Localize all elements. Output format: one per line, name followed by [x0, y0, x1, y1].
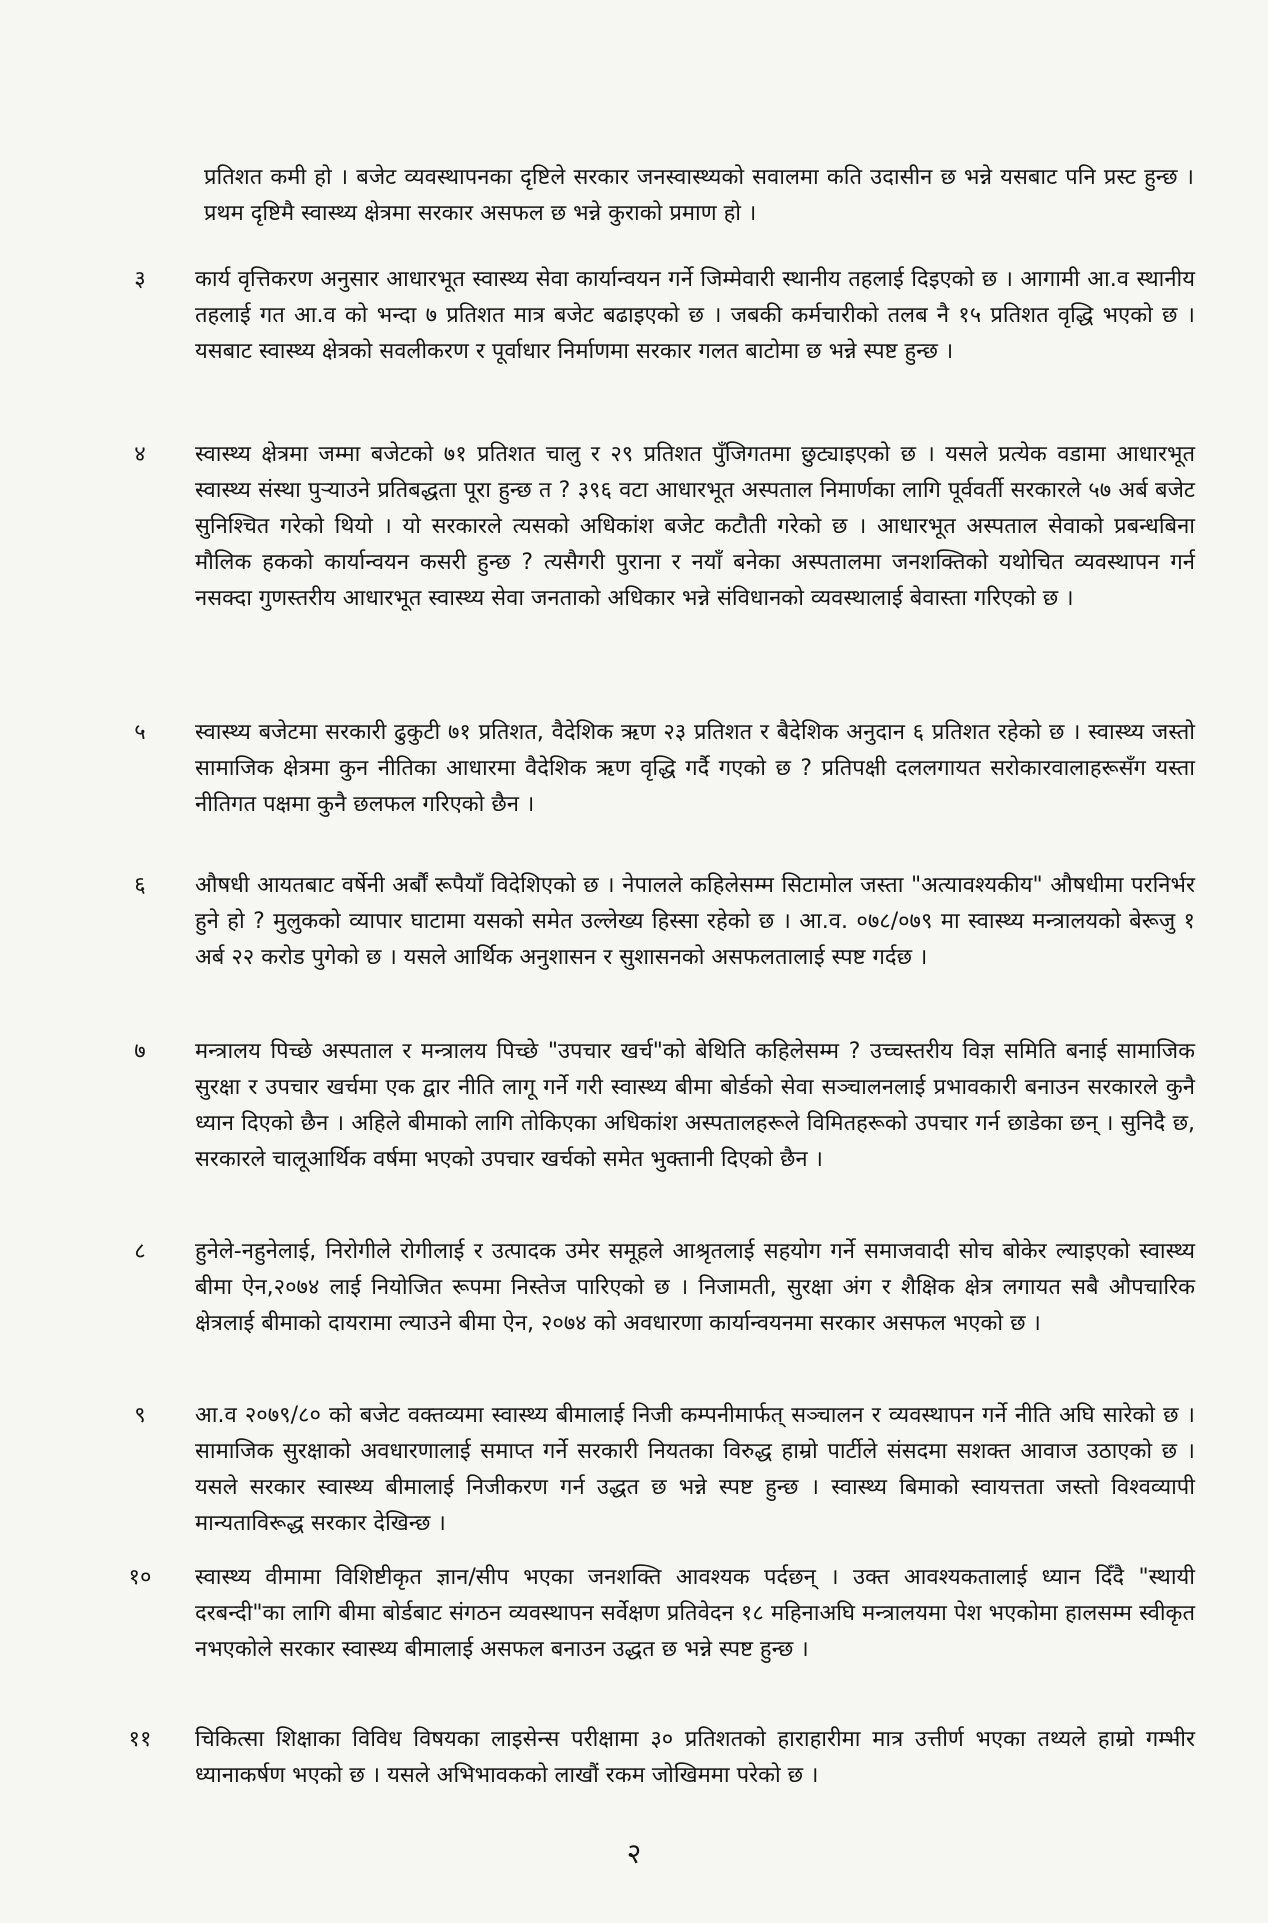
item-text: चिकित्सा शिक्षाका विविध विषयका लाइसेन्स परीक्षामा ३० प्रतिशतको हाराहारीमा मात्र उत्तीर्ण भएका तथ्यले हाम्रो गम्भीर ध्यानाकर्षण भएको छ । यसले अभिभावकको लाखौं रकम जोखिममा परेको छ । — [195, 1727, 1195, 1788]
item-number: ११ — [128, 1727, 152, 1752]
page-number: २ — [626, 1837, 642, 1870]
item-number: ८ — [134, 1239, 146, 1264]
item-text: स्वास्थ्य बजेटमा सरकारी ढुकुटी ७१ प्रतिशत, वैदेशिक ऋण २३ प्रतिशत र बैदेशिक अनुदान ६ प्रतिशत रहेको छ । स्वास्थ्य जस्तो सामाजिक क्षेत्रमा कुन नीतिका आधारमा वैदेशिक ऋण वृद्धि गर्दै गएको छ ? प्रतिपक्षी दललगायत सरोकारवालाहरूसँग यस्ता नीतिगत पक्षमा कुनै छलफल गरिएको छैन । — [195, 720, 1195, 817]
intro-paragraph: प्रतिशत कमी हो । बजेट व्यवस्थापनका दृष्टिले सरकार जनस्वास्थ्यको सवालमा कति उदासीन छ भन्ने यसबाट पनि प्रस्ट हुन्छ । प्रथम दृष्टिमै स्वास्थ्य क्षेत्रमा सरकार असफल छ भन्ने कुराको प्रमाण हो । — [204, 165, 1194, 226]
item-text: कार्य वृत्तिकरण अनुसार आधारभूत स्वास्थ्य सेवा कार्यान्वयन गर्ने जिम्मेवारी स्थानीय तहलाई दिइएको छ । आगामी आ.व स्थानीय तहलाई गत आ.व को भन्दा ७ प्रतिशत मात्र बजेट बढाइएको छ । जबकी कर्मचारीको तलब नै १५ प्रतिशत वृद्धि भएको छ । यसबाट स्वास्थ्य क्षेत्रको सवलीकरण र पूर्वाधार निर्माणमा सरकार गलत बाटोमा छ भन्ने स्पष्ट हुन्छ । — [195, 267, 1195, 364]
item-text: हुनेले-नहुनेलाई, निरोगीले रोगीलाई र उत्पादक उमेर समूहले आश्रृतलाई सहयोग गर्ने समाजवादी सोच बोकेर ल्याइएको स्वास्थ्य बीमा ऐन,२०७४ लाई नियोजित रूपमा निस्तेज पारिएको छ । निजामती, सुरक्षा अंग र शैक्षिक क्षेत्र लगायत सबै औपचारिक क्षेत्रलाई बीमाको दायरामा ल्याउने बीमा ऐन, २०७४ को अवधारणा कार्यान्वयनमा सरकार असफल भएको छ । — [195, 1239, 1195, 1336]
item-number: ४ — [134, 442, 146, 467]
item-text: आ.व २०७९/८० को बजेट वक्तव्यमा स्वास्थ्य बीमालाई निजी कम्पनीमार्फत् सञ्चालन र व्यवस्थापन गर्ने नीति अघि सारेको छ । सामाजिक सुरक्षाको अवधारणालाई समाप्त गर्ने सरकारी नियतका विरुद्ध हाम्रो पार्टीले संसदमा सशक्त आवाज उठाएको छ । यसले सरकार स्वास्थ्य बीमालाई निजीकरण गर्न उद्धत छ भन्ने स्पष्ट हुन्छ । स्वास्थ्य बिमाको स्वायत्तता जस्तो विश्वव्यापी मान्यताविरूद्ध सरकार देखिन्छ । — [195, 1403, 1195, 1536]
item-number: ५ — [134, 720, 146, 745]
item-text: स्वास्थ्य क्षेत्रमा जम्मा बजेटको ७१ प्रतिशत चालु र २९ प्रतिशत पुँजिगतमा छुट्याइएको छ । यसले प्रत्येक वडामा आधारभूत स्वास्थ्य संस्था पुऱ्याउने प्रतिबद्धता पूरा हुन्छ त ? ३९६ वटा आधारभूत अस्पताल निमार्णका लागि पूर्ववर्ती सरकारले ५७ अर्ब बजेट सुनिश्चित गरेको थियो । यो सरकारले त्यसको अधिकांश बजेट कटौती गरेको छ । आधारभूत अस्पताल सेवाको प्रबन्धबिना मौलिक हकको कार्यान्वयन कसरी हुन्छ ? त्यसैगरी पुराना र नयाँ बनेका अस्पतालमा जनशक्तिको यथोचित व्यवस्थापन गर्न नसक्दा गुणस्तरीय आधारभूत स्वास्थ्य सेवा जनताको अधिकार भन्ने संविधानको व्यवस्थालाई बेवास्ता गरिएको छ । — [195, 442, 1195, 611]
item-number: ३ — [134, 267, 146, 292]
item-number: १० — [128, 1565, 152, 1590]
item-number: ९ — [134, 1403, 146, 1428]
item-number: ६ — [134, 873, 146, 898]
item-text: औषधी आयतबाट वर्षेनी अर्बौं रूपैयाँ विदेशिएको छ । नेपालले कहिलेसम्म सिटामोल जस्ता "अत्यावश्यकीय" औषधीमा परनिर्भर हुने हो ? मुलुकको व्यापार घाटामा यसको समेत उल्लेख्य हिस्सा रहेको छ । आ.व. ०७८/०७९ मा स्वास्थ्य मन्त्रालयको बेरूजु १ अर्ब २२ करोड पुगेको छ । यसले आर्थिक अनुशासन र सुशासनको असफलतालाई स्पष्ट गर्दछ । — [195, 873, 1195, 970]
item-text: मन्त्रालय पिच्छे अस्पताल र मन्त्रालय पिच्छे "उपचार खर्च"को बेथिति कहिलेसम्म ? उच्चस्तरीय विज्ञ समिति बनाई सामाजिक सुरक्षा र उपचार खर्चमा एक द्वार नीति लागू गर्ने गरी स्वास्थ्य बीमा बोर्डको सेवा सञ्चालनलाई प्रभावकारी बनाउन सरकारले कुनै ध्यान दिएको छैन । अहिले बीमाको लागि तोकिएका अधिकांश अस्पतालहरूले विमितहरूको उपचार गर्न छाडेका छन् । सुनिदै छ, सरकारले चालूआर्थिक वर्षमा भएको उपचार खर्चको समेत भुक्तानी दिएको छैन । — [195, 1039, 1195, 1172]
item-text: स्वास्थ्य वीमामा विशिष्टीकृत ज्ञान/सीप भएका जनशक्ति आवश्यक पर्दछन् । उक्त आवश्यकतालाई ध्यान दिँदै "स्थायी दरबन्दी"का लागि बीमा बोर्डबाट संगठन व्यवस्थापन सर्वेक्षण प्रतिवेदन १८ महिनाअघि मन्त्रालयमा पेश भएकोमा हालसम्म स्वीकृत नभएकोले सरकार स्वास्थ्य बीमालाई असफल बनाउन उद्धत छ भन्ने स्पष्ट हुन्छ । — [195, 1565, 1195, 1662]
item-number: ७ — [134, 1039, 146, 1064]
